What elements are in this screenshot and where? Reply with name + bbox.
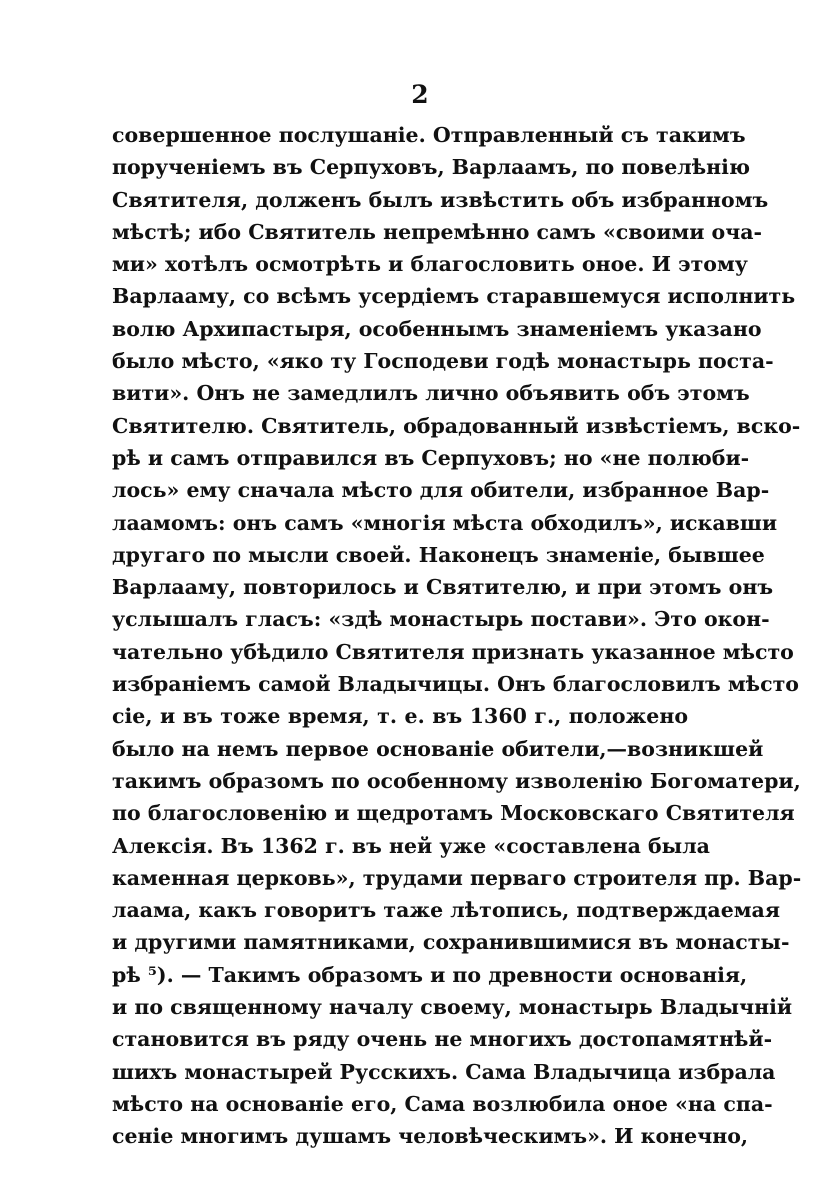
text-line: мѣсто на основаніе его, Сама возлюбила оное «на спа-	[112, 1091, 773, 1116]
body-text	[112, 119, 802, 1153]
text-line: было на немъ первое основаніе обители,—возникшей	[112, 736, 764, 761]
text-line: Варлааму, со всѣмъ усердіемъ старавшемуся исполнить	[112, 284, 796, 309]
text-line: становится въ ряду очень не многихъ достопамятнѣй-	[112, 1027, 773, 1052]
text-line: Святителя, долженъ былъ извѣстить объ избранномъ	[112, 187, 769, 212]
text-line: и другими памятниками, сохранившимися въ монасты-	[112, 930, 790, 955]
text-line: Варлааму, повторилось и Святителю, и при этомъ онъ	[112, 575, 774, 600]
text-line: по благословенію и щедротамъ Московскаго Святителя	[112, 801, 795, 826]
text-line: Алексія. Въ 1362 г. въ ней уже «составлена была	[112, 833, 710, 858]
text-line: и по священному началу своему, монастырь Владычній	[112, 995, 793, 1020]
text-line: лаамомъ: онъ самъ «многія мѣста обходилъ», искавши	[112, 510, 778, 535]
text-line: каменная церковь», трудами перваго строителя пр. Вар-	[112, 865, 802, 890]
text-line: вити». Онъ не замедлилъ лично объявить объ этомъ	[112, 381, 750, 406]
text-line: мѣстѣ; ибо Святитель непремѣнно самъ «своими оча-	[112, 219, 763, 244]
text-line: порученіемъ въ Серпуховъ, Варлаамъ, по повелѣнію	[112, 155, 750, 180]
text-line: было мѣсто, «яко ту Господеви годѣ монастырь поста-	[112, 349, 774, 374]
text-line: услышалъ гласъ: «здѣ монастырь постави». Это окон-	[112, 607, 770, 632]
text-line: чательно убѣдило Святителя признать указанное мѣсто	[112, 639, 794, 664]
text-line: сеніе многимъ душамъ человѣческимъ». И конечно,	[112, 1124, 749, 1149]
text-line: лаама, какъ говоритъ таже лѣтопись, подтверждаемая	[112, 898, 780, 923]
text-line: такимъ образомъ по особенному изволенію Богоматери,	[112, 768, 801, 793]
text-line: Святителю. Святитель, обрадованный извѣстіемъ, вско-	[112, 413, 801, 438]
text-line: совершенное послушаніе. Отправленный съ такимъ	[112, 123, 746, 147]
text-line: избраніемъ самой Владычицы. Онъ благословилъ мѣсто	[112, 672, 799, 697]
page-number: 2	[411, 80, 429, 109]
text-line: рѣ ⁵). — Такимъ образомъ и по древности основанія,	[112, 962, 748, 987]
text-line: сіе, и въ тоже время, т. е. въ 1360 г., положено	[112, 704, 688, 729]
text-line: волю Архипастыря, особеннымъ знаменіемъ указано	[112, 316, 762, 341]
text-line: шихъ монастырей Русскихъ. Сама Владычица избрала	[112, 1059, 776, 1084]
text-line: другаго по мысли своей. Наконецъ знаменіе, бывшее	[112, 542, 765, 567]
text-line: рѣ и самъ отправился въ Серпуховъ; но «не полюби-	[112, 445, 750, 470]
text-line: ми» хотѣлъ осмотрѣть и благословить оное. И этому	[112, 252, 748, 277]
text-line: лось» ему сначала мѣсто для обители, избранное Вар-	[112, 478, 770, 503]
